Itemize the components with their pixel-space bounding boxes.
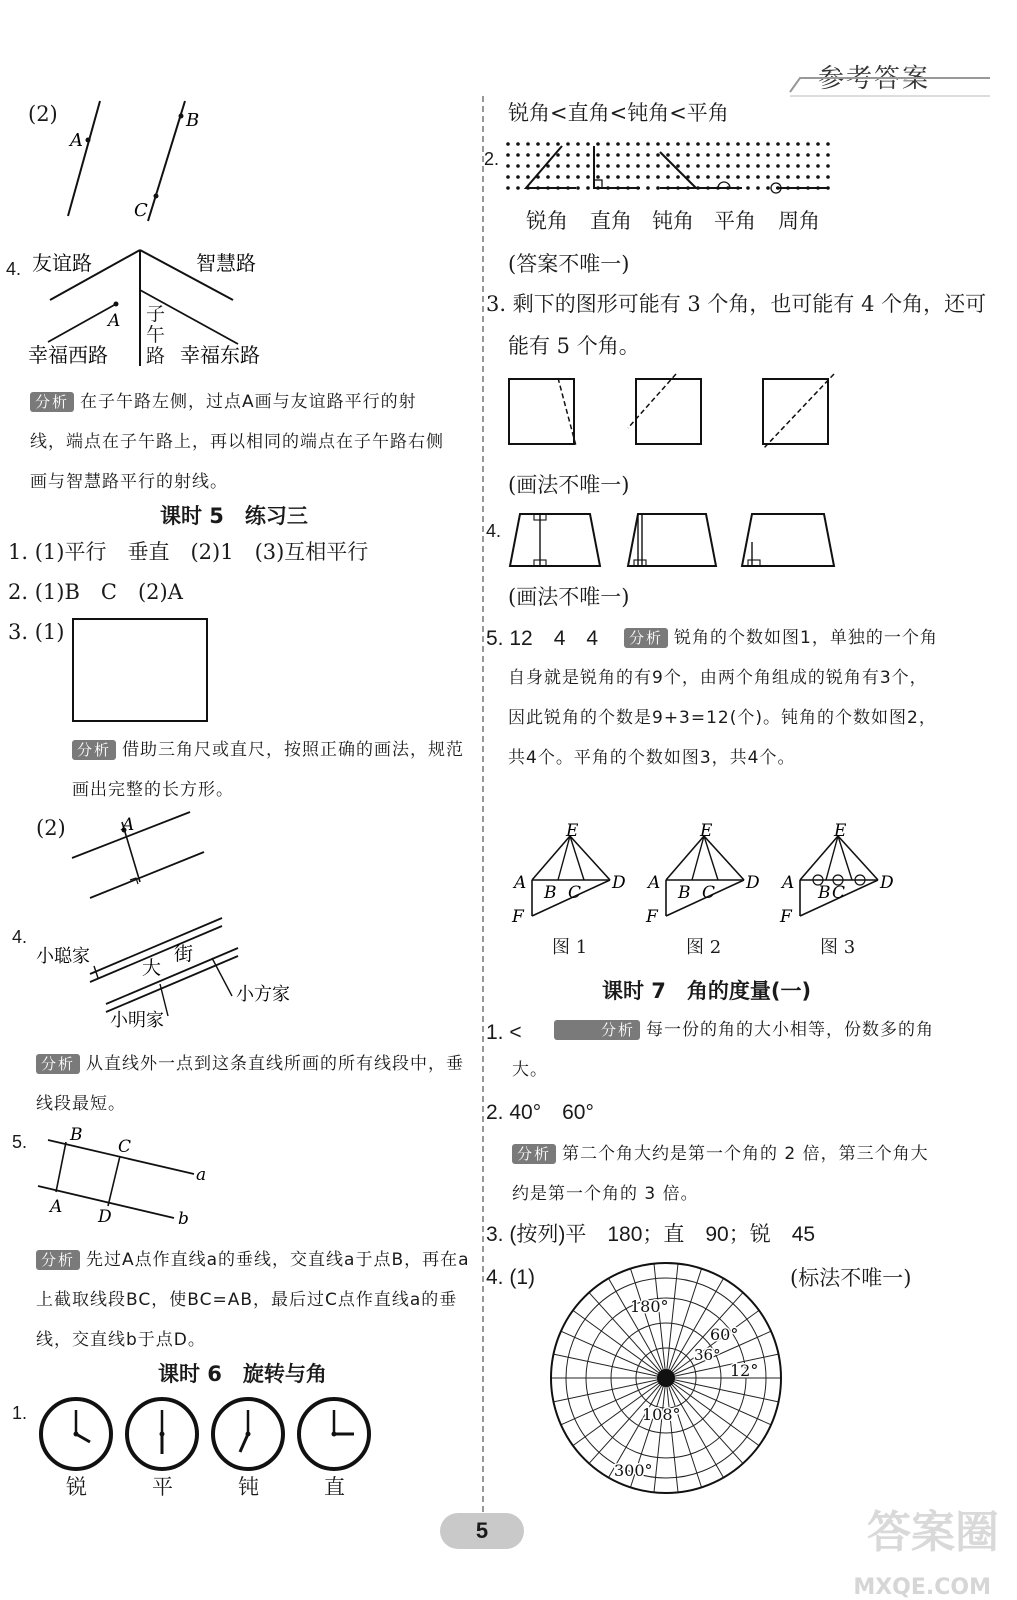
grid-dot [746, 153, 750, 157]
clock-label-straight: 平 [152, 1475, 173, 1499]
grid-dot [806, 142, 810, 146]
l5-q5-number: 5. [12, 1132, 28, 1152]
grid-dot [586, 153, 590, 157]
grid-dot [696, 164, 700, 168]
grid-dot [726, 153, 730, 157]
grid-dot [566, 164, 570, 168]
q2-point-B: B [186, 110, 200, 131]
r-q2-number: 2. [484, 149, 500, 169]
l5-q5-line-a: a [196, 1165, 207, 1185]
grid-dot [636, 164, 640, 168]
r-q3-note: (画法不唯一) [508, 473, 630, 497]
street-jie: 街 [174, 943, 194, 965]
fig1-C: C [568, 883, 582, 903]
protractor-spoke [561, 1331, 666, 1378]
road-xingfu-west: 幸福西路 [28, 343, 108, 367]
grid-dot [666, 175, 670, 179]
grid-dot [576, 164, 580, 168]
grid-dot [646, 164, 650, 168]
grid-dot [666, 153, 670, 157]
grid-dot [716, 164, 720, 168]
clock-right [299, 1399, 369, 1469]
grid-dot [796, 164, 800, 168]
grid-dot [556, 164, 560, 168]
analysis-tag: 分析 [30, 392, 74, 412]
prot-36: 36° [694, 1346, 721, 1364]
watermark-site: MXQE.COM [853, 1575, 991, 1600]
l6-q1-number: 1. [12, 1403, 28, 1423]
grid-dot [656, 153, 660, 157]
grid-dot [626, 175, 630, 179]
dot-grid-angles [506, 140, 836, 200]
fig3-F: F [780, 907, 792, 927]
q4-analysis: 分析 在子午路左侧，过点A画与友谊路平行的射线，端点在子午路上，再以相同的端点在子午路右侧画与智慧路平行的射线。 [30, 392, 444, 492]
grid-dot [776, 175, 780, 179]
fig3-D: D [880, 873, 894, 893]
grid-dot [516, 164, 520, 168]
grid-dot [706, 153, 710, 157]
road-point-A: A [108, 311, 121, 331]
clock-label-acute: 锐 [66, 1475, 87, 1499]
grid-dot [506, 142, 510, 146]
l7-q4-label: 4. (1) [486, 1266, 536, 1289]
road-youyi: 友谊路 [32, 251, 92, 275]
grid-dot [776, 153, 780, 157]
grid-dot [666, 164, 670, 168]
grid-dot [796, 142, 800, 146]
grid-dot [786, 175, 790, 179]
grid-dot [646, 186, 650, 190]
q2-parallel-lines [60, 96, 260, 226]
grid-dot [756, 164, 760, 168]
grid-dot [596, 164, 600, 168]
grid-dot [826, 142, 830, 146]
prot-12: 12° [730, 1361, 759, 1380]
grid-dot [536, 142, 540, 146]
grid-dot [526, 142, 530, 146]
street-da: 大 [142, 957, 162, 979]
grid-dot [786, 142, 790, 146]
grid-dot [716, 175, 720, 179]
r-q2-label-obtuse: 钝角 [652, 209, 694, 233]
grid-dot [506, 175, 510, 179]
fig2-F: F [646, 907, 658, 927]
grid-dot [806, 164, 810, 168]
fig2-D: D [746, 873, 760, 893]
lesson6-title: 课时 6 旋转与角 [158, 1362, 327, 1386]
grid-dot [716, 142, 720, 146]
grid-dot [506, 186, 510, 190]
grid-dot [726, 175, 730, 179]
l5-q3-2-figure [72, 810, 212, 910]
r-q5-answer: 5. 12 4 4 [486, 627, 599, 650]
grid-dot [656, 175, 660, 179]
l7-q2: 2. 40° 60° [486, 1101, 594, 1124]
r-q5-figures [510, 821, 910, 928]
xiaocong-home: 小聪家 [36, 946, 90, 967]
grid-dot [756, 142, 760, 146]
page-number: 5 [440, 1513, 524, 1549]
l5-q3-2-point-A: A [122, 815, 135, 835]
grid-dot [666, 142, 670, 146]
r-q2-label-full: 周角 [778, 209, 820, 233]
grid-dot [726, 142, 730, 146]
grid-dot [566, 153, 570, 157]
road-xingfu-east: 幸福东路 [180, 343, 260, 367]
grid-dot [526, 175, 530, 179]
protractor-spoke [666, 1378, 771, 1425]
grid-dot [766, 164, 770, 168]
l5-q2: 2. (1)B C (2)A [8, 580, 183, 604]
lesson7-title: 课时 7 角的度量(一) [602, 979, 812, 1003]
grid-dot [576, 175, 580, 179]
fig3-B: B [818, 883, 831, 903]
l5-q3-label: 3. (1) [8, 620, 65, 644]
grid-dot [606, 142, 610, 146]
grid-dot [516, 142, 520, 146]
header-underline [0, 0, 1017, 100]
grid-dot [566, 142, 570, 146]
watermark-logo: 答案圈 [867, 1507, 999, 1558]
grid-dot [576, 186, 580, 190]
grid-dot [576, 142, 580, 146]
grid-dot [506, 164, 510, 168]
grid-dot [616, 142, 620, 146]
grid-dot [676, 164, 680, 168]
r-q3-squares [508, 378, 848, 458]
fig-caption-3: 图 3 [820, 937, 856, 958]
grid-dot [776, 142, 780, 146]
fig2-A: A [648, 873, 661, 893]
fig3-E: E [834, 821, 847, 841]
xiaofang-home: 小方家 [236, 984, 290, 1005]
grid-dot [766, 142, 770, 146]
fig1-E: E [566, 821, 579, 841]
l5-q4-analysis: 分析 从直线外一点到这条直线所画的所有线段中，垂线段最短。 [36, 1054, 465, 1114]
grid-dot [826, 164, 830, 168]
xiaoming-home: 小明家 [110, 1010, 164, 1031]
grid-dot [536, 153, 540, 157]
grid-dot [766, 175, 770, 179]
grid-dot [566, 175, 570, 179]
prot-60: 60° [710, 1325, 739, 1344]
grid-dot [686, 153, 690, 157]
grid-dot [626, 153, 630, 157]
fig1-B: B [544, 883, 557, 903]
clock-group [38, 1396, 378, 1476]
l5-q5-point-A: A [50, 1197, 63, 1217]
grid-dot [556, 153, 560, 157]
q2-label: (2) [28, 102, 58, 126]
l7-q2-analysis: 分析 第二个角大约是第一个角的 2 倍，第三个角大约是第一个角的 3 倍。 [512, 1144, 929, 1204]
grid-dot [646, 153, 650, 157]
r-q4-note: (画法不唯一) [508, 585, 630, 609]
r-q2-label-acute: 锐角 [526, 209, 568, 233]
fig2-C: C [702, 883, 716, 903]
clock-straight [127, 1399, 197, 1469]
grid-dot [596, 175, 600, 179]
l5-q5-point-B: B [70, 1125, 83, 1145]
l7-q4-note: (标法不唯一) [790, 1266, 912, 1290]
grid-dot [626, 142, 630, 146]
grid-dot [596, 142, 600, 146]
grid-dot [806, 153, 810, 157]
grid-dot [546, 153, 550, 157]
road-ziwu: 子午路 [146, 303, 166, 367]
fig2-E: E [700, 821, 713, 841]
l5-q4-number: 4. [12, 927, 28, 947]
grid-dot [806, 175, 810, 179]
grid-dot [556, 142, 560, 146]
grid-dot [746, 164, 750, 168]
prot-180: 180° [630, 1297, 669, 1316]
grid-dot [516, 175, 520, 179]
grid-dot [606, 175, 610, 179]
grid-dot [576, 153, 580, 157]
grid-dot [636, 175, 640, 179]
grid-dot [556, 175, 560, 179]
grid-dot [736, 175, 740, 179]
grid-dot [816, 142, 820, 146]
clock-obtuse [213, 1399, 283, 1469]
grid-dot [586, 175, 590, 179]
grid-dot [676, 153, 680, 157]
grid-dot [746, 186, 750, 190]
grid-dot [586, 164, 590, 168]
grid-dot [736, 164, 740, 168]
grid-dot [606, 164, 610, 168]
grid-dot [726, 164, 730, 168]
grid-dot [716, 153, 720, 157]
grid-dot [656, 164, 660, 168]
grid-dot [546, 142, 550, 146]
grid-dot [706, 175, 710, 179]
l5-q5-point-C: C [118, 1137, 132, 1157]
grid-dot [796, 153, 800, 157]
fig1-A: A [514, 873, 527, 893]
grid-dot [696, 175, 700, 179]
l7-q3: 3. (按列)平 180；直 90；锐 45 [486, 1223, 816, 1246]
grid-dot [646, 175, 650, 179]
clock-acute [41, 1399, 111, 1469]
fig-caption-2: 图 2 [686, 937, 722, 958]
grid-dot [736, 142, 740, 146]
grid-dot [546, 175, 550, 179]
clock-label-obtuse: 钝 [238, 1475, 259, 1499]
grid-dot [686, 142, 690, 146]
grid-dot [756, 175, 760, 179]
grid-dot [596, 153, 600, 157]
grid-dot [816, 175, 820, 179]
grid-dot [776, 164, 780, 168]
r-q5-analysis: 分析 锐角的个数如图1，单独的一个角自身就是锐角的有9个，由两个角组成的锐角有3个，因此锐角的个数是9+3=12(个)。钝角的个数如图2，共4个。平角的个数如图3，共4个。 [508, 628, 938, 768]
grid-dot [756, 153, 760, 157]
grid-dot [536, 164, 540, 168]
grid-dot [516, 153, 520, 157]
grid-dot [786, 164, 790, 168]
grid-dot [756, 186, 760, 190]
fig-caption-1: 图 1 [552, 937, 588, 958]
l7-q1: 1. < [486, 1021, 522, 1044]
lesson5-title: 课时 5 练习三 [160, 504, 308, 528]
grid-dot [606, 153, 610, 157]
l5-q3-2-label: (2) [36, 816, 66, 840]
r-q4-trapezoids [508, 512, 848, 572]
l5-q5-analysis: 分析 先过A点作直线a的垂线，交直线a于点B，再在a上截取线段BC，使BC=AB，最后过C点作直线a的垂线，交直线b于点D。 [36, 1250, 470, 1350]
grid-dot [686, 164, 690, 168]
r-q2-label-straight: 平角 [714, 209, 756, 233]
grid-dot [766, 153, 770, 157]
header-title: 参考答案 [818, 64, 931, 94]
grid-dot [616, 175, 620, 179]
q2-point-A: A [70, 130, 83, 151]
l5-q5-figure [36, 1124, 216, 1229]
grid-dot [676, 142, 680, 146]
r-q3-line2: 能有 5 个角。 [508, 334, 640, 358]
q2-point-C: C [134, 200, 148, 221]
l7-q1-analysis: 分析 每一份的角的大小相等，份数多的角大。 [512, 1020, 935, 1080]
grid-dot [626, 164, 630, 168]
grid-dot [826, 153, 830, 157]
prot-300: 300° [614, 1461, 653, 1480]
fig3-A: A [782, 873, 795, 893]
l5-q4-street-map [36, 916, 326, 1031]
grid-dot [746, 142, 750, 146]
grid-dot [766, 186, 770, 190]
r-q3-line1: 3. 剩下的图形可能有 3 个角，也可能有 4 个角，还可 [486, 292, 987, 316]
grid-dot [636, 153, 640, 157]
protractor-circle [548, 1260, 788, 1500]
fig3-C: C [832, 883, 846, 903]
grid-dot [816, 153, 820, 157]
r-q2-label-right: 直角 [590, 209, 632, 233]
l5-q5-point-D: D [98, 1207, 112, 1227]
l5-q3-rectangle [72, 618, 208, 722]
grid-dot [526, 153, 530, 157]
grid-dot [646, 142, 650, 146]
fig1-F: F [512, 907, 524, 927]
grid-dot [736, 153, 740, 157]
grid-dot [706, 164, 710, 168]
road-zhihui: 智慧路 [196, 251, 256, 275]
q4-number: 4. [6, 259, 22, 279]
grid-dot [706, 142, 710, 146]
fig2-B: B [678, 883, 691, 903]
grid-dot [696, 153, 700, 157]
grid-dot [746, 175, 750, 179]
grid-dot [826, 175, 830, 179]
l5-q1: 1. (1)平行 垂直 (2)1 (3)互相平行 [8, 540, 369, 564]
grid-dot [656, 186, 660, 190]
grid-dot [696, 142, 700, 146]
grid-dot [656, 142, 660, 146]
fig1-D: D [612, 873, 626, 893]
grid-dot [616, 153, 620, 157]
grid-dot [586, 186, 590, 190]
l5-q3-analysis: 分析 借助三角尺或直尺，按照正确的画法，规范画出完整的长方形。 [72, 740, 465, 800]
grid-dot [506, 153, 510, 157]
grid-dot [676, 175, 680, 179]
angle-order: 锐角<直角<钝角<平角 [508, 101, 729, 125]
grid-dot [616, 164, 620, 168]
l5-q5-line-b: b [178, 1209, 189, 1229]
grid-dot [526, 164, 530, 168]
grid-dot [786, 153, 790, 157]
grid-dot [636, 142, 640, 146]
r-q4-number: 4. [486, 521, 502, 541]
grid-dot [516, 186, 520, 190]
grid-dot [816, 164, 820, 168]
grid-dot [796, 175, 800, 179]
clock-label-right: 直 [324, 1475, 345, 1499]
grid-dot [586, 142, 590, 146]
prot-108: 108° [642, 1405, 681, 1424]
r-q2-note: (答案不唯一) [508, 252, 630, 276]
